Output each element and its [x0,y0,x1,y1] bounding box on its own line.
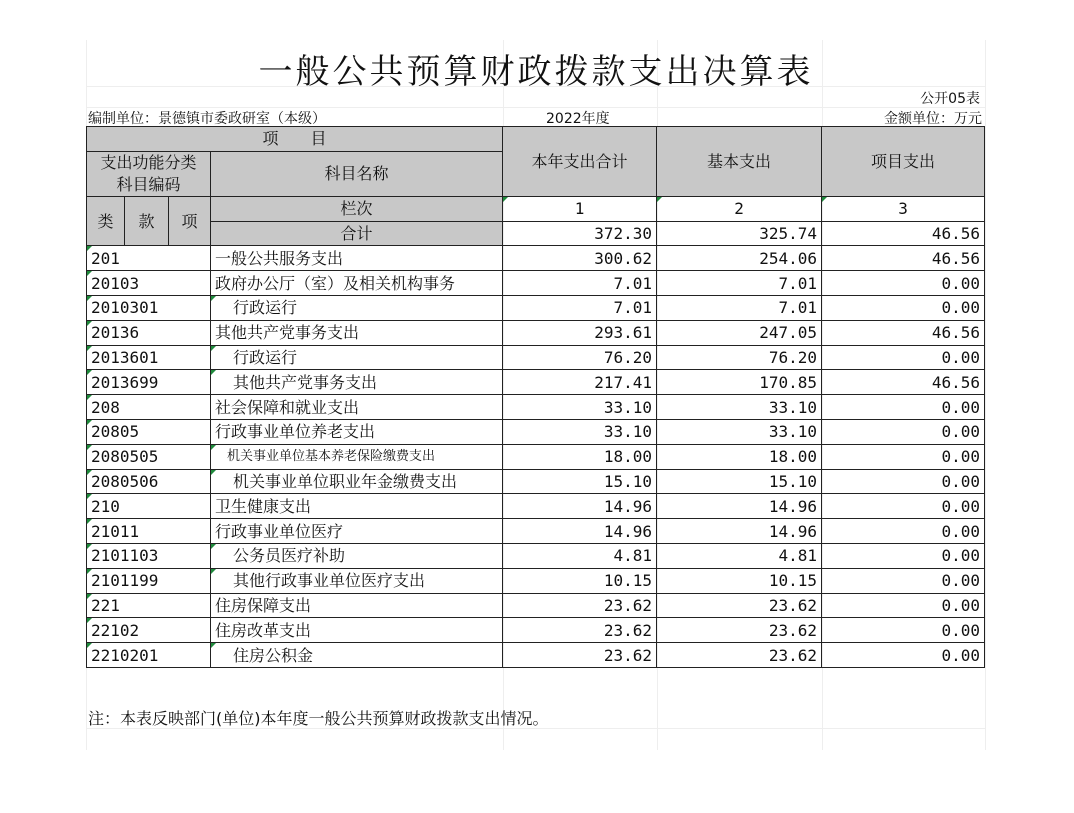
row-project[interactable]: 0.00 [822,593,985,618]
row-subject-name[interactable]: 其他共产党事务支出 [211,320,503,345]
row-total[interactable]: 14.96 [503,494,657,519]
row-project[interactable]: 0.00 [822,345,985,370]
row-code[interactable]: 20805 [87,419,211,444]
total-project[interactable]: 46.56 [822,221,985,246]
header-row-column-no [87,196,985,221]
row-code[interactable]: 208 [87,395,211,420]
row-subject-name[interactable]: 行政事业单位医疗 [211,519,503,544]
row-code[interactable]: 2010301 [87,295,211,320]
row-project[interactable]: 0.00 [822,444,985,469]
row-subject-name[interactable]: 行政运行 [211,345,503,370]
row-code[interactable]: 20103 [87,271,211,296]
row-total[interactable]: 18.00 [503,444,657,469]
row-basic[interactable]: 7.01 [657,295,822,320]
row-code[interactable]: 21011 [87,519,211,544]
row-project[interactable]: 0.00 [822,419,985,444]
row-total[interactable]: 300.62 [503,246,657,271]
prepared-by: 编制单位：景德镇市委政研室（本级） [88,111,326,127]
row-subject-name[interactable]: 社会保障和就业支出 [211,395,503,420]
row-subject-name[interactable]: 政府办公厅（室）及相关机构事务 [211,271,503,296]
table-row [87,543,985,568]
page-title: 一般公共预算财政拨款支出决算表 [258,52,814,92]
row-project[interactable]: 0.00 [822,543,985,568]
row-total[interactable]: 217.41 [503,370,657,395]
row-code[interactable]: 2080506 [87,469,211,494]
row-code[interactable]: 201 [87,246,211,271]
row-basic[interactable]: 23.62 [657,618,822,643]
row-total[interactable]: 293.61 [503,320,657,345]
expenditure-table [86,126,985,668]
row-project[interactable]: 0.00 [822,295,985,320]
column-index-1[interactable]: 1 [503,196,657,221]
row-basic[interactable]: 15.10 [657,469,822,494]
row-subject-name[interactable]: 机关事业单位职业年金缴费支出 [211,469,503,494]
row-total[interactable]: 15.10 [503,469,657,494]
row-total[interactable]: 7.01 [503,295,657,320]
row-subject-name[interactable]: 卫生健康支出 [211,494,503,519]
header-lei[interactable]: 类 [87,196,125,246]
row-total[interactable]: 23.62 [503,593,657,618]
row-basic[interactable]: 33.10 [657,395,822,420]
table-row [87,395,985,420]
row-subject-name[interactable]: 住房公积金 [211,643,503,668]
row-project[interactable]: 0.00 [822,618,985,643]
row-basic[interactable]: 254.06 [657,246,822,271]
row-code[interactable]: 2101199 [87,568,211,593]
table-row [87,643,985,668]
row-subject-name[interactable]: 一般公共服务支出 [211,246,503,271]
row-code[interactable]: 2080505 [87,444,211,469]
money-unit: 金额单位：万元 [884,111,982,127]
row-total[interactable]: 76.20 [503,345,657,370]
row-code[interactable]: 2210201 [87,643,211,668]
table-row [87,320,985,345]
row-basic[interactable]: 10.15 [657,568,822,593]
header-project[interactable]: 项目支出 [822,127,985,197]
row-total[interactable]: 33.10 [503,419,657,444]
row-subject-name[interactable]: 机关事业单位基本养老保险缴费支出 [211,444,503,469]
row-subject-name[interactable]: 行政事业单位养老支出 [211,419,503,444]
table-row [87,593,985,618]
row-basic[interactable]: 4.81 [657,543,822,568]
row-subject-name[interactable]: 住房保障支出 [211,593,503,618]
row-basic[interactable]: 170.85 [657,370,822,395]
row-project[interactable]: 0.00 [822,643,985,668]
table-row [87,345,985,370]
table-row [87,295,985,320]
row-subject-name[interactable]: 行政运行 [211,295,503,320]
row-total[interactable]: 10.15 [503,568,657,593]
row-total[interactable]: 23.62 [503,618,657,643]
row-project[interactable]: 0.00 [822,395,985,420]
table-row [87,271,985,296]
row-project[interactable]: 0.00 [822,271,985,296]
header-code-group[interactable]: 支出功能分类科目编码 [87,151,211,196]
form-number: 公开05表 [920,91,980,107]
gridline [985,40,986,750]
table-row [87,444,985,469]
total-amount[interactable]: 372.30 [503,221,657,246]
table-row [87,618,985,643]
total-row [87,221,985,246]
row-code[interactable]: 20136 [87,320,211,345]
row-basic[interactable]: 76.20 [657,345,822,370]
row-project[interactable]: 0.00 [822,519,985,544]
row-total[interactable]: 23.62 [503,643,657,668]
row-basic[interactable]: 23.62 [657,643,822,668]
table-row [87,469,985,494]
row-project[interactable]: 0.00 [822,494,985,519]
table-row [87,246,985,271]
column-index-2[interactable]: 2 [657,196,822,221]
row-project[interactable]: 46.56 [822,320,985,345]
row-subject-name[interactable]: 公务员医疗补助 [211,543,503,568]
row-code[interactable]: 210 [87,494,211,519]
table-row [87,519,985,544]
row-code[interactable]: 2013699 [87,370,211,395]
row-basic[interactable]: 247.05 [657,320,822,345]
table-row [87,370,985,395]
header-item[interactable]: 项 目 [87,127,503,152]
row-project[interactable]: 46.56 [822,246,985,271]
row-code[interactable]: 2101103 [87,543,211,568]
row-total[interactable]: 7.01 [503,271,657,296]
header-total[interactable]: 本年支出合计 [503,127,657,197]
row-basic[interactable]: 18.00 [657,444,822,469]
row-project[interactable]: 0.00 [822,568,985,593]
header-xiang[interactable]: 项 [169,196,211,246]
table-row [87,419,985,444]
header-row-item [87,127,985,152]
row-project[interactable]: 46.56 [822,370,985,395]
header-subject-name[interactable]: 科目名称 [211,151,503,196]
row-subject-name[interactable]: 其他共产党事务支出 [211,370,503,395]
total-label[interactable]: 合计 [211,221,503,246]
row-basic[interactable]: 14.96 [657,494,822,519]
table-row [87,568,985,593]
header-column-no[interactable]: 栏次 [211,196,503,221]
header-kuan[interactable]: 款 [125,196,169,246]
total-basic[interactable]: 325.74 [657,221,822,246]
row-basic[interactable]: 7.01 [657,271,822,296]
header-basic[interactable]: 基本支出 [657,127,822,197]
fiscal-year: 2022年度 [546,111,610,127]
row-subject-name[interactable]: 其他行政事业单位医疗支出 [211,568,503,593]
row-subject-name[interactable]: 住房改革支出 [211,618,503,643]
table-row [87,494,985,519]
row-code[interactable]: 2013601 [87,345,211,370]
row-code[interactable]: 22102 [87,618,211,643]
footnote: 注：本表反映部门(单位)本年度一般公共预算财政拨款支出情况。 [88,709,549,728]
column-index-3[interactable]: 3 [822,196,985,221]
row-total[interactable]: 14.96 [503,519,657,544]
row-project[interactable]: 0.00 [822,469,985,494]
row-basic[interactable]: 23.62 [657,593,822,618]
row-total[interactable]: 33.10 [503,395,657,420]
row-code[interactable]: 221 [87,593,211,618]
row-basic[interactable]: 33.10 [657,419,822,444]
row-basic[interactable]: 14.96 [657,519,822,544]
row-total[interactable]: 4.81 [503,543,657,568]
